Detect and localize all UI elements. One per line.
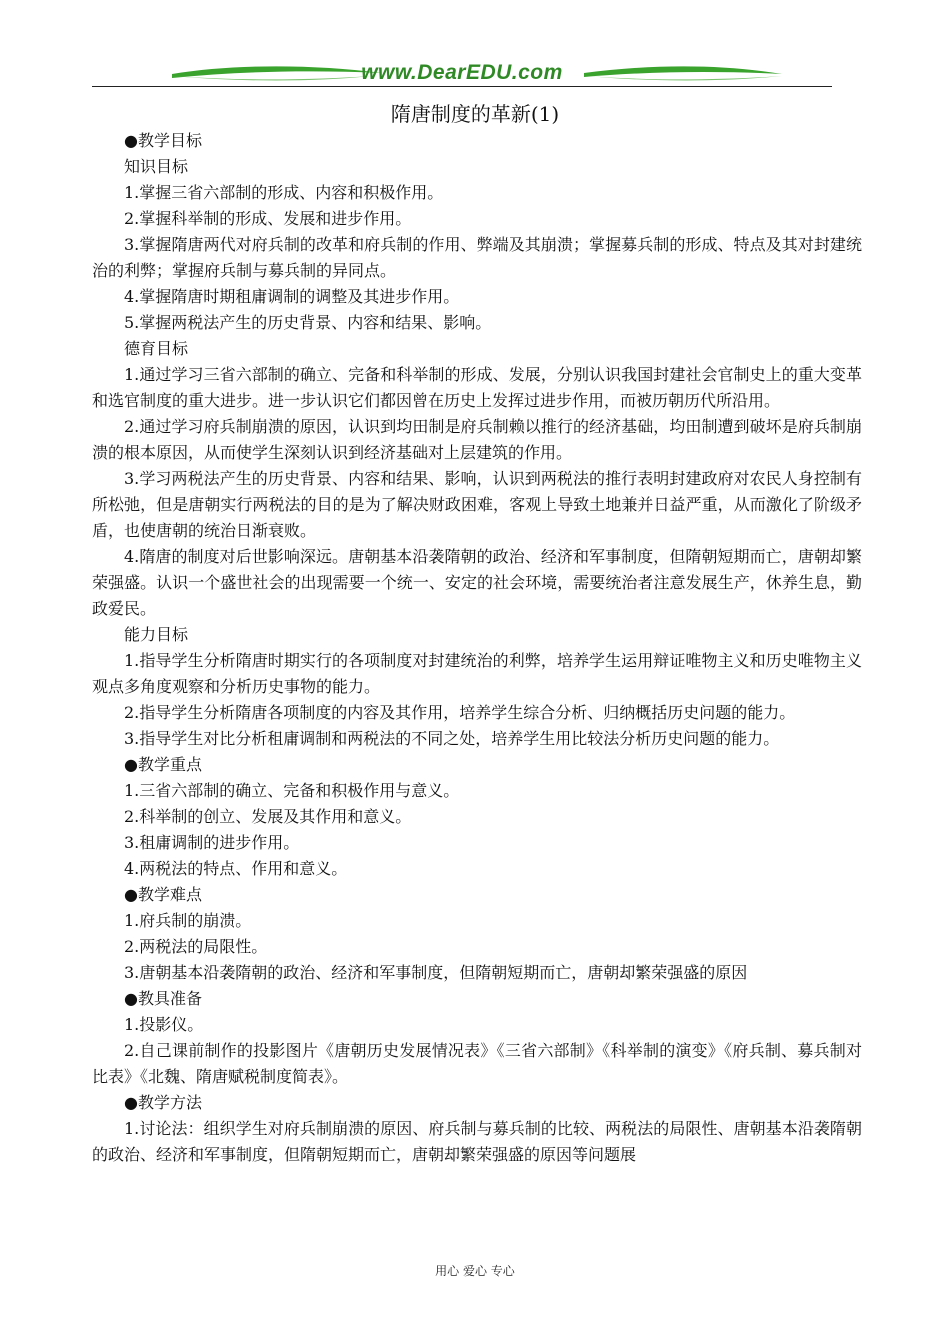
header-divider xyxy=(92,86,832,87)
paragraph: 2.通过学习府兵制崩溃的原因，认识到均田制是府兵制赖以推行的经济基础，均田制遭到破坏是府兵制崩溃的根本原因，从而使学生深刻认识到经济基础对上层建筑的作用。 xyxy=(92,417,862,462)
paragraph: 2.指导学生分析隋唐各项制度的内容及其作用，培养学生综合分析、归纳概括历史问题的能力。 xyxy=(124,703,796,722)
paragraph: 3.掌握隋唐两代对府兵制的改革和府兵制的作用、弊端及其崩溃；掌握募兵制的形成、特点及其对封建统治的利弊；掌握府兵制与募兵制的异同点。 xyxy=(92,235,862,280)
paragraph: 4.掌握隋唐时期租庸调制的调整及其进步作用。 xyxy=(124,287,460,306)
paragraph: 3.学习两税法产生的历史背景、内容和结果、影响，认识到两税法的推行表明封建政府对农民人身控制有所松弛，但是唐朝实行两税法的目的是为了解决财政困难，客观上导致土地兼并日益严重，从而激化了阶级矛盾，也使唐朝的统治日渐衰败。 xyxy=(92,469,862,540)
paragraph: ●教学重点 xyxy=(124,755,202,774)
paragraph: ●教学目标 xyxy=(124,131,202,150)
document-body xyxy=(92,128,862,1168)
paragraph: 1.讨论法：组织学生对府兵制崩溃的原因、府兵制与募兵制的比较、两税法的局限性、唐朝基本沿袭隋朝的政治、经济和军事制度，但隋朝短期而亡，唐朝却繁荣强盛的原因等问题展 xyxy=(92,1119,862,1164)
paragraph: 2.科举制的创立、发展及其作用和意义。 xyxy=(124,807,412,826)
page-footer: 用心 爱心 专心 xyxy=(435,1264,515,1278)
paragraph: ●教学难点 xyxy=(124,885,202,904)
paragraph: 1.三省六部制的确立、完备和积极作用与意义。 xyxy=(124,781,460,800)
paragraph: 1.掌握三省六部制的形成、内容和积极作用。 xyxy=(124,183,444,202)
paragraph: 1.通过学习三省六部制的确立、完备和科举制的形成、发展，分别认识我国封建社会官制史上的重大变革和选官制度的重大进步。进一步认识它们都因曾在历史上发挥过进步作用，而被历朝历代所沿用。 xyxy=(92,365,862,410)
paragraph: 4.隋唐的制度对后世影响深远。唐朝基本沿袭隋朝的政治、经济和军事制度，但隋朝短期而亡，唐朝却繁荣强盛。认识一个盛世社会的出现需要一个统一、安定的社会环境，需要统治者注意发展生产，休养生息，勤政爱民。 xyxy=(92,547,862,618)
paragraph: 2.掌握科举制的形成、发展和进步作用。 xyxy=(124,209,412,228)
paragraph: ●教具准备 xyxy=(124,989,202,1008)
paragraph: 知识目标 xyxy=(124,157,189,176)
paragraph: 2.自己课前制作的投影图片《唐朝历史发展情况表》《三省六部制》《科举制的演变》《府兵制、募兵制对比表》《北魏、隋唐赋税制度简表》。 xyxy=(92,1041,862,1086)
paragraph: 1.指导学生分析隋唐时期实行的各项制度对封建统治的利弊，培养学生运用辩证唯物主义和历史唯物主义观点多角度观察和分析历史事物的能力。 xyxy=(92,651,862,696)
paragraph: 5.掌握两税法产生的历史背景、内容和结果、影响。 xyxy=(124,313,492,332)
paragraph: 能力目标 xyxy=(124,625,189,644)
site-logo: www.DearEDU.com xyxy=(361,61,563,84)
paragraph: ●教学方法 xyxy=(124,1093,202,1112)
paragraph: 3.指导学生对比分析租庸调制和两税法的不同之处，培养学生用比较法分析历史问题的能力。 xyxy=(124,729,780,748)
paragraph: 德育目标 xyxy=(124,339,189,358)
paragraph: 4.两税法的特点、作用和意义。 xyxy=(124,859,348,878)
paragraph: 3.租庸调制的进步作用。 xyxy=(124,833,300,852)
paragraph: 2.两税法的局限性。 xyxy=(124,937,268,956)
paragraph: 1.府兵制的崩溃。 xyxy=(124,911,252,930)
document-title: 隋唐制度的革新(1) xyxy=(390,102,560,126)
paragraph: 3.唐朝基本沿袭隋朝的政治、经济和军事制度，但隋朝短期而亡，唐朝却繁荣强盛的原因 xyxy=(124,963,748,982)
paragraph: 1.投影仪。 xyxy=(124,1015,204,1034)
